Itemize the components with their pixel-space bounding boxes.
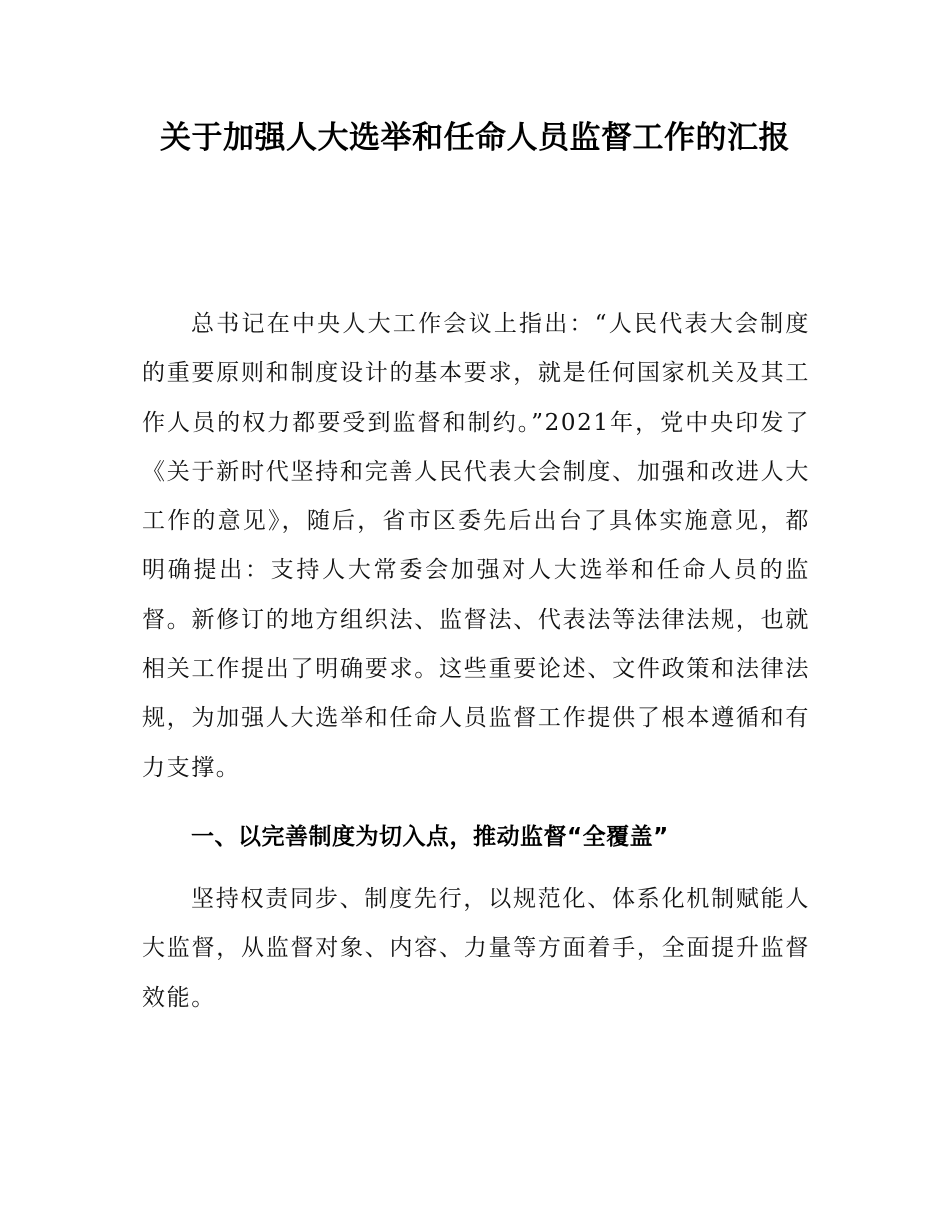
section-heading: 一、以完善制度为切入点，推动监督“全覆盖”: [191, 824, 669, 850]
body-paragraph: 总书记在中央人大工作会议上指出：“人民代表大会制度的重要原则和制度设计的基本要求，就是任何国家机关及其工作人员的权力都要受到监督和制约。”2021年，党中央印发了《关于新时代坚持和完善人民代表大会制度、加强和改进人大工作的意见》，随后，省市区委先后出台了具体实施意见，都明确提出：支持人大常委会加强对人大选举和任命人员的监督。新修订的地方组织法、监督法、代表法等法律法规，也就相关工作提出了明确要求。这些重要论述、文件政策和法律法规，为加强人大选举和任命人员监督工作提供了根本遵循和有力支撑。: [142, 311, 810, 781]
body-paragraph: 坚持权责同步、制度先行，以规范化、体系化机制赋能人大监督，从监督对象、内容、力量等方面着手，全面提升监督效能。: [142, 886, 810, 1011]
document-title: 关于加强人大选举和任命人员监督工作的汇报: [160, 120, 790, 156]
